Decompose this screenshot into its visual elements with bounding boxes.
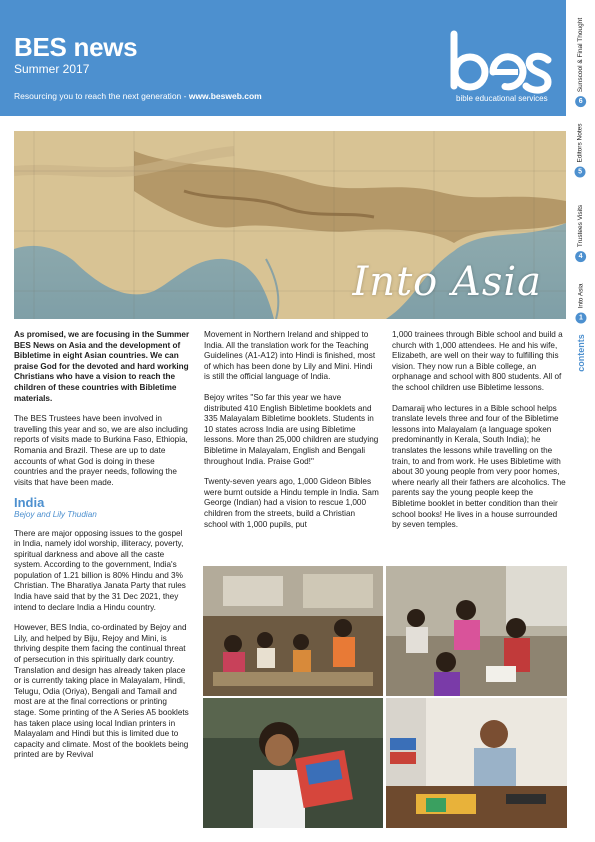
newsletter-title: BES news [14,32,138,62]
tagline [14,91,262,101]
body-paragraph: There are major opposing issues to the gospel in India, namely idol worship, illiteracy, poverty, spiritual darkness and above all the caste system. According to the government, India's population of 1.21 billion is 80% Hindu and 3% Christian. The Bharatiya Janata Party that rules India have said that by the 31 Dec 2021, they intend to declare India a Hindu country. [14,528,186,612]
body-paragraph: Damaraij who lectures in a Bible school helps translate levels three and four of the Bibletime lessons into Malayalam (a language spoken predominantly in Kerala, South India); he translates the lessons while travelling on the train, to and from work. He uses Bibletime with about 30 young people from very poor homes, where nearly all their fathers are alcoholics. The parents say the young people keep the Bibletime booklet in better condition than their school books! He lives in a house surrounded by seven temples. [392,403,566,530]
contents-label: contents [575,334,586,372]
article-column-1 [14,330,190,771]
contents-item-number: 4 [575,251,586,262]
contents-item-trustees-visits[interactable] [566,198,595,268]
photo-girl-reading [203,698,383,828]
contents-item-editors-notes[interactable] [566,120,595,180]
section-byline: Bejoy and Lily Thudian [14,509,97,519]
contents-item-into-asia[interactable] [566,278,595,328]
photo-classroom [203,566,383,696]
body-paragraph: However, BES India, co-ordinated by Bejoy and Lily, and helped by Biju, Rejoy and Mini, is thriving despite them facing the continual threat of persecution in this spiritually dark country. Translation and design has already taken place or is currently taking place in Malayalam, Hindi, Telugu, Odia (Oriya), Bengali and Tamail and most are at the final corrections or printing stage. Some printing of the A Series A5 booklets has taken place using local Indian printers in Malayalam and Hindi but this is limited due to capacity and climate. Most of the booklets being printed are by Revival [14,623,189,760]
website-link[interactable]: www.besweb.com [188,91,262,101]
article-column-3 [392,330,568,541]
contents-item-sunscool[interactable] [566,12,595,112]
lead-paragraph: As promised, we are focusing in the Summer BES News on Asia and the development of Bibletime in eight Asian countries. We can praise God for the devoted and hard working Christians who have a vision to reach the children of these countries with Bibletime materials. [14,330,190,403]
contents-item-number: 6 [575,96,586,107]
body-paragraph: 1,000 trainees through Bible school and build a church with 1,000 attendees. He and his wife, Elizabeth, are well on their way to fulfilling this vision. They now run a Bible college, an orphanage and school with 800 students. All of the school children use Bibletime lessons. [392,330,563,392]
contents-sidebar [566,0,595,370]
contents-item-label: Into Asia [577,283,584,308]
contents-item-number: 5 [575,166,586,177]
contents-item-label: Editors Notes [577,122,584,163]
contents-heading [566,336,595,370]
photo-man-at-desk [386,698,567,828]
hero-title: Into Asia [352,259,542,305]
photo-children-group [386,566,567,696]
contents-item-label: Sunscool & Final Thought [577,17,585,92]
contents-item-number: 1 [575,312,586,323]
body-paragraph: Bejoy writes "So far this year we have distributed 410 English Bibletime booklets and 335 Malayalam Bibletime booklets. Students in 10 states across India are using Bibletime lessons. More than 25,000 children are studying Bibletime in Malayalam, English and Bengali throughout India. Praise God!" [204,392,379,466]
body-paragraph: Movement in Northern Ireland and shipped to India. All the translation work for the Teaching Guidelines (A1-A12) into Hindi is finished, most of which has been done by Lily and Mini. Hindi is still the official language of India. [204,330,376,382]
hero-map-image [14,131,566,319]
body-paragraph: The BES Trustees have been involved in travelling this year and so, we are also including reports of visits made to Burkina Faso, Ethiopia, Romania and Brazil. These are up to date accounts of what God is doing in these countries and the prayer needs, following the visits that have been made. [14,414,188,487]
tagline-text: Resourcing you to reach the next generation - [14,91,189,101]
article-column-2 [204,330,380,540]
body-paragraph: Twenty-seven years ago, 1,000 Gideon Bibles were burnt outside a Hindu temple in India. Sam George (Indian) had a vision to rescue 1,000 children from the streets, build a Christian school with 1,000 pupils, put [204,477,379,529]
issue-season: Summer 2017 [14,62,90,76]
contents-item-label: Trustees Visits [577,204,585,247]
masthead [0,0,566,116]
logo-caption: bible educational services [456,94,548,103]
section-title: India [14,495,45,511]
